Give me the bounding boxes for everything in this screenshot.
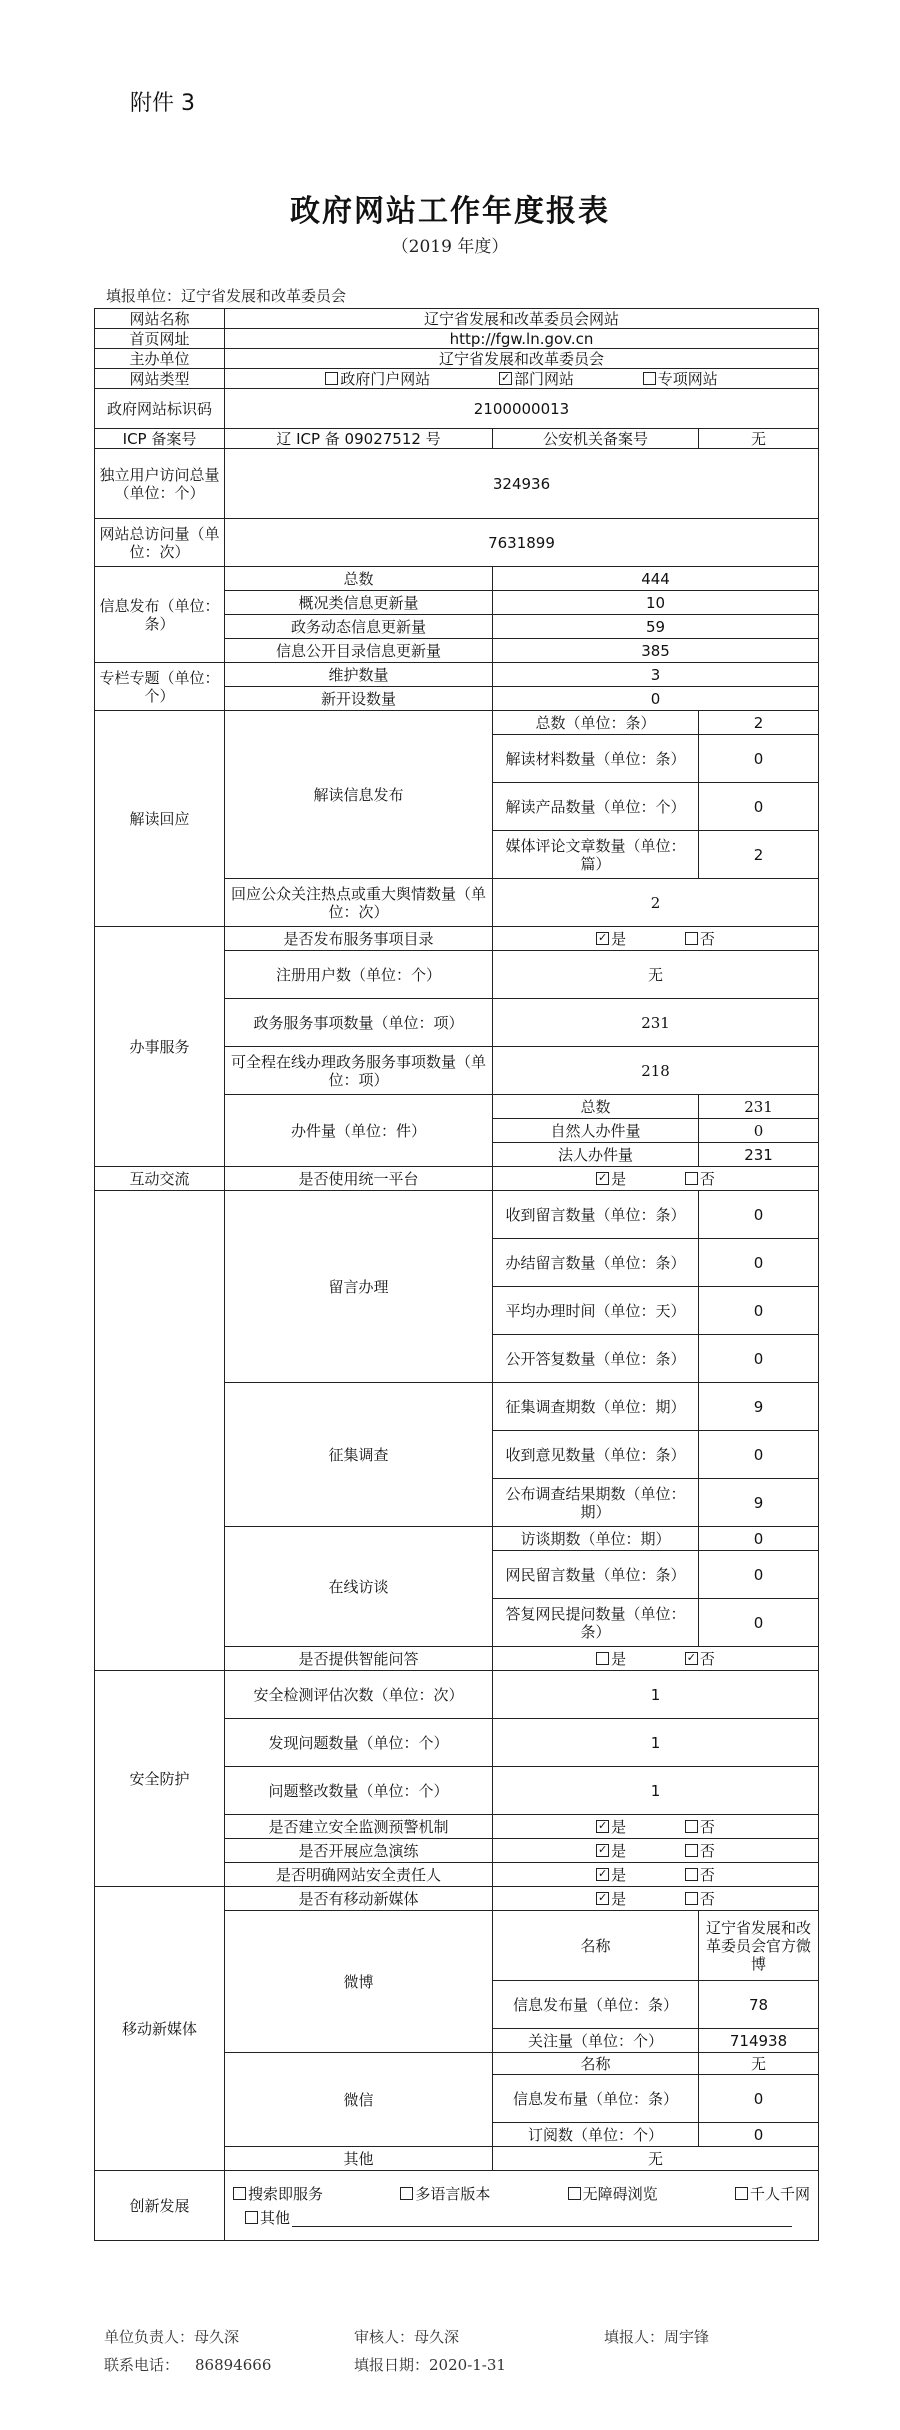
weibo-posts: 78 xyxy=(699,1981,819,2029)
service-items-label: 政务服务事项数量（单位：项） xyxy=(225,999,493,1047)
warn-no-checkbox[interactable] xyxy=(685,1820,698,1833)
security-warn-options xyxy=(493,1815,819,1839)
msg-received-label: 收到留言数量（单位：条） xyxy=(493,1191,699,1239)
person-no-checkbox[interactable] xyxy=(685,1868,698,1881)
interpret-total: 2 xyxy=(699,711,819,735)
drill-yes-checkbox[interactable] xyxy=(596,1844,609,1857)
person-no[interactable]: 否 xyxy=(685,1866,715,1884)
survey-results: 9 xyxy=(699,1479,819,1527)
site-url: http://fgw.ln.gov.cn xyxy=(225,329,819,349)
msg-avg-label: 平均办理时间（单位：天） xyxy=(493,1287,699,1335)
attachment-label: 附件 3 xyxy=(130,91,195,116)
uv-value: 324936 xyxy=(225,449,819,519)
type-special[interactable]: 专项网站 xyxy=(643,370,718,388)
security-label: 安全防护 xyxy=(95,1671,225,1887)
site-name: 辽宁省发展和改革委员会网站 xyxy=(225,309,819,329)
smart-qa-options xyxy=(493,1647,819,1671)
type-department[interactable]: ✓ 部门网站 xyxy=(499,370,574,388)
security-person-label: 是否明确网站安全责任人 xyxy=(225,1863,493,1887)
info-total: 444 xyxy=(493,567,819,591)
site-name-label: 网站名称 xyxy=(95,309,225,329)
interact-group xyxy=(95,1191,225,1671)
smart-qa-label: 是否提供智能问答 xyxy=(225,1647,493,1671)
service-users-label: 注册用户数（单位：个） xyxy=(225,951,493,999)
innov-search-checkbox[interactable] xyxy=(233,2187,246,2200)
platform-no[interactable]: 否 xyxy=(685,1170,715,1188)
interpret-respond: 2 xyxy=(493,879,819,927)
mobile-no[interactable]: 否 xyxy=(685,1890,715,1908)
platform-yes[interactable]: ✓ 是 xyxy=(596,1170,626,1188)
smart-yes[interactable]: 是 xyxy=(596,1650,626,1668)
interview-answers-label: 答复网民提问数量（单位：条） xyxy=(493,1599,699,1647)
interpret-sub-label: 解读信息发布 xyxy=(225,711,493,879)
msg-public-label: 公开答复数量（单位：条） xyxy=(493,1335,699,1383)
smart-no-checkbox[interactable] xyxy=(685,1652,698,1665)
service-online-label: 可全程在线办理政务服务事项数量（单位：项） xyxy=(225,1047,493,1095)
msg-public: 0 xyxy=(699,1335,819,1383)
volume-total: 231 xyxy=(699,1095,819,1119)
footer-phone: 联系电话： 86894666 xyxy=(104,2356,272,2374)
innov-other-checkbox[interactable] xyxy=(245,2211,258,2224)
survey-periods-label: 征集调查期数（单位：期） xyxy=(493,1383,699,1431)
type-special-checkbox[interactable] xyxy=(643,372,656,385)
survey-opinions-label: 收到意见数量（单位：条） xyxy=(493,1431,699,1479)
innovation-options xyxy=(225,2171,819,2241)
warn-yes-checkbox[interactable] xyxy=(596,1820,609,1833)
info-news: 59 xyxy=(493,615,819,639)
innov-other[interactable]: 其他 xyxy=(233,2209,810,2227)
catalog-yes-checkbox[interactable] xyxy=(596,932,609,945)
host-label: 主办单位 xyxy=(95,349,225,369)
interview-msgs: 0 xyxy=(699,1551,819,1599)
security-fixed-label: 问题整改数量（单位：个） xyxy=(225,1767,493,1815)
security-found-label: 发现问题数量（单位：个） xyxy=(225,1719,493,1767)
interpret-material: 0 xyxy=(699,735,819,783)
service-users: 无 xyxy=(493,951,819,999)
weibo-name: 辽宁省发展和改革委员会官方微博 xyxy=(699,1911,819,1981)
interpret-media-label: 媒体评论文章数量（单位：篇） xyxy=(493,831,699,879)
innov-multilang-checkbox[interactable] xyxy=(400,2187,413,2200)
platform-no-checkbox[interactable] xyxy=(685,1172,698,1185)
msg-received: 0 xyxy=(699,1191,819,1239)
column-maintain: 3 xyxy=(493,663,819,687)
platform-label: 是否使用统一平台 xyxy=(225,1167,493,1191)
type-portal-checkbox[interactable] xyxy=(325,372,338,385)
interact-label: 互动交流 xyxy=(95,1167,225,1191)
mobile-yes[interactable]: ✓ 是 xyxy=(596,1890,626,1908)
interview-answers: 0 xyxy=(699,1599,819,1647)
interpret-product: 0 xyxy=(699,783,819,831)
interpret-label: 解读回应 xyxy=(95,711,225,927)
type-department-checkbox[interactable] xyxy=(499,372,512,385)
police-record: 无 xyxy=(699,429,819,449)
security-drill-label: 是否开展应急演练 xyxy=(225,1839,493,1863)
volume-natural: 0 xyxy=(699,1119,819,1143)
report-year: （2019 年度） xyxy=(391,237,509,257)
wechat-subs: 0 xyxy=(699,2123,819,2147)
wechat-name: 无 xyxy=(699,2053,819,2075)
msg-label: 留言办理 xyxy=(225,1191,493,1383)
info-news-label: 政务动态信息更新量 xyxy=(225,615,493,639)
interpret-respond-label: 回应公众关注热点或重大舆情数量（单位：次） xyxy=(225,879,493,927)
uv-label: 独立用户访问总量（单位：个） xyxy=(95,449,225,519)
innovation-label: 创新发展 xyxy=(95,2171,225,2241)
msg-avg: 0 xyxy=(699,1287,819,1335)
innov-multilang[interactable]: 多语言版本 xyxy=(400,2185,490,2203)
pv-label: 网站总访问量（单位：次） xyxy=(95,519,225,567)
smart-yes-checkbox[interactable] xyxy=(596,1652,609,1665)
drill-yes[interactable]: ✓ 是 xyxy=(596,1842,626,1860)
site-type-options xyxy=(225,369,819,389)
interpret-material-label: 解读材料数量（单位：条） xyxy=(493,735,699,783)
footer-date: 填报日期：2020-1-31 xyxy=(354,2356,506,2374)
interpret-product-label: 解读产品数量（单位：个） xyxy=(493,783,699,831)
catalog-yes[interactable]: ✓ 是 xyxy=(596,930,626,948)
weibo-name-label: 名称 xyxy=(493,1911,699,1981)
security-checks-label: 安全检测评估次数（单位：次） xyxy=(225,1671,493,1719)
warn-yes[interactable]: ✓ 是 xyxy=(596,1818,626,1836)
service-catalog-options xyxy=(493,927,819,951)
innov-other-line xyxy=(292,2212,792,2227)
interpret-media: 2 xyxy=(699,831,819,879)
mobile-other-label: 其他 xyxy=(225,2147,493,2171)
volume-total-label: 总数 xyxy=(493,1095,699,1119)
wechat-name-label: 名称 xyxy=(493,2053,699,2075)
mobile-has-label: 是否有移动新媒体 xyxy=(225,1887,493,1911)
survey-results-label: 公布调查结果期数（单位：期） xyxy=(493,1479,699,1527)
security-fixed: 1 xyxy=(493,1767,819,1815)
host-unit: 辽宁省发展和改革委员会 xyxy=(225,349,819,369)
person-yes[interactable]: ✓ 是 xyxy=(596,1866,626,1884)
survey-periods: 9 xyxy=(699,1383,819,1431)
info-overview: 10 xyxy=(493,591,819,615)
mobile-yes-checkbox[interactable] xyxy=(596,1892,609,1905)
innov-accessible-checkbox[interactable] xyxy=(568,2187,581,2200)
interpret-total-label: 总数（单位：条） xyxy=(493,711,699,735)
innov-personal[interactable]: 千人千网 xyxy=(735,2185,810,2203)
service-volume-label: 办件量（单位：件） xyxy=(225,1095,493,1167)
drill-no[interactable]: 否 xyxy=(685,1842,715,1860)
wechat-label: 微信 xyxy=(225,2053,493,2147)
volume-legal: 231 xyxy=(699,1143,819,1167)
security-checks: 1 xyxy=(493,1671,819,1719)
person-yes-checkbox[interactable] xyxy=(596,1868,609,1881)
police-record-label: 公安机关备案号 xyxy=(493,429,699,449)
weibo-label: 微博 xyxy=(225,1911,493,2053)
type-portal[interactable]: 政府门户网站 xyxy=(325,370,430,388)
column-maintain-label: 维护数量 xyxy=(225,663,493,687)
footer-filler: 填报人：周宇锋 xyxy=(604,2328,710,2346)
mobile-no-checkbox[interactable] xyxy=(685,1892,698,1905)
wechat-subs-label: 订阅数（单位：个） xyxy=(493,2123,699,2147)
security-drill-options xyxy=(493,1839,819,1863)
pv-value: 7631899 xyxy=(225,519,819,567)
icp-number: 辽 ICP 备 09027512 号 xyxy=(225,429,493,449)
wechat-posts-label: 信息发布量（单位：条） xyxy=(493,2075,699,2123)
info-overview-label: 概况类信息更新量 xyxy=(225,591,493,615)
security-warn-label: 是否建立安全监测预警机制 xyxy=(225,1815,493,1839)
weibo-followers-label: 关注量（单位：个） xyxy=(493,2029,699,2053)
icp-label: ICP 备案号 xyxy=(95,429,225,449)
volume-legal-label: 法人办件量 xyxy=(493,1143,699,1167)
interview-periods-label: 访谈期数（单位：期） xyxy=(493,1527,699,1551)
site-url-label: 首页网址 xyxy=(95,329,225,349)
interview-label: 在线访谈 xyxy=(225,1527,493,1647)
mobile-has-options xyxy=(493,1887,819,1911)
catalog-no[interactable]: 否 xyxy=(685,930,715,948)
innov-accessible[interactable]: 无障碍浏览 xyxy=(568,2185,658,2203)
security-person-options xyxy=(493,1863,819,1887)
info-open-label: 信息公开目录信息更新量 xyxy=(225,639,493,663)
catalog-no-checkbox[interactable] xyxy=(685,932,698,945)
msg-done-label: 办结留言数量（单位：条） xyxy=(493,1239,699,1287)
filling-unit: 填报单位：辽宁省发展和改革委员会 xyxy=(106,287,347,305)
report-table xyxy=(94,308,819,2241)
service-label: 办事服务 xyxy=(95,927,225,1167)
service-items: 231 xyxy=(493,999,819,1047)
platform-yes-checkbox[interactable] xyxy=(596,1172,609,1185)
info-open: 385 xyxy=(493,639,819,663)
service-catalog-label: 是否发布服务事项目录 xyxy=(225,927,493,951)
mobile-other: 无 xyxy=(493,2147,819,2171)
platform-options xyxy=(493,1167,819,1191)
column-label: 专栏专题（单位：个） xyxy=(95,663,225,711)
weibo-posts-label: 信息发布量（单位：条） xyxy=(493,1981,699,2029)
innov-personal-checkbox[interactable] xyxy=(735,2187,748,2200)
warn-no[interactable]: 否 xyxy=(685,1818,715,1836)
column-new: 0 xyxy=(493,687,819,711)
smart-no[interactable]: ✓ 否 xyxy=(685,1650,715,1668)
survey-label: 征集调查 xyxy=(225,1383,493,1527)
footer-reviewer: 审核人：母久深 xyxy=(354,2328,460,2346)
site-code-label: 政府网站标识码 xyxy=(95,389,225,429)
survey-opinions: 0 xyxy=(699,1431,819,1479)
innov-search[interactable]: 搜索即服务 xyxy=(233,2185,323,2203)
footer-leader: 单位负责人：母久深 xyxy=(104,2328,240,2346)
volume-natural-label: 自然人办件量 xyxy=(493,1119,699,1143)
service-online: 218 xyxy=(493,1047,819,1095)
info-total-label: 总数 xyxy=(225,567,493,591)
page-title: 政府网站工作年度报表 xyxy=(290,194,610,229)
msg-done: 0 xyxy=(699,1239,819,1287)
interview-periods: 0 xyxy=(699,1527,819,1551)
security-found: 1 xyxy=(493,1719,819,1767)
site-code: 2100000013 xyxy=(225,389,819,429)
weibo-followers: 714938 xyxy=(699,2029,819,2053)
site-type-label: 网站类型 xyxy=(95,369,225,389)
info-label: 信息发布（单位：条） xyxy=(95,567,225,663)
mobile-label: 移动新媒体 xyxy=(95,1887,225,2171)
interview-msgs-label: 网民留言数量（单位：条） xyxy=(493,1551,699,1599)
drill-no-checkbox[interactable] xyxy=(685,1844,698,1857)
wechat-posts: 0 xyxy=(699,2075,819,2123)
column-new-label: 新开设数量 xyxy=(225,687,493,711)
